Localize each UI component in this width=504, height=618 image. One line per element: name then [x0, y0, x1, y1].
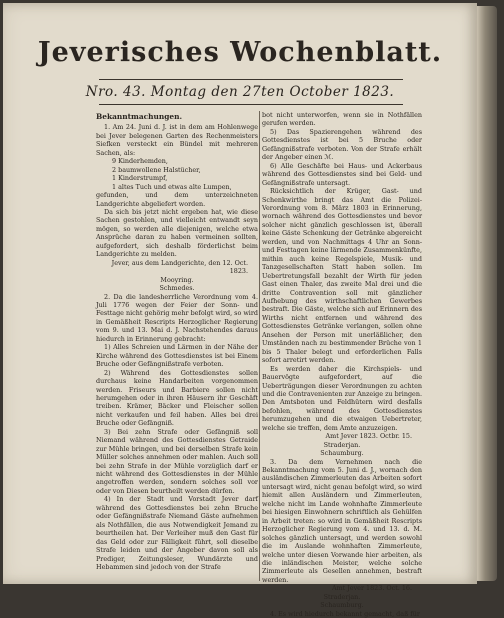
section-title: Bekanntmachungen.	[96, 112, 183, 121]
signature-line: Amt Jever 1823. Octbr. 15.	[325, 432, 412, 441]
right-column	[262, 111, 422, 618]
official-name: Schaumburg.	[320, 449, 364, 458]
official-name: Straderjan.	[323, 440, 361, 449]
paragraph: 6) Alle Geschäfte bei Haus- und Ackerbaus während des Gottesdienstes sind bei Geld- und Gefängnißstrafe untersagt.	[262, 161, 422, 187]
signature-line: Amt Jever 1823. Oct. 16.	[331, 584, 412, 593]
masthead-title: Jeverisches Wochenblatt.	[37, 37, 443, 68]
page-edge	[477, 6, 497, 581]
paragraph: 1 Kinderstrumpf,	[112, 174, 168, 183]
paragraph: 2) Während des Gottesdienstes sollen durchaus keine Handarbeiten vorgenommen werden. Friseurs und Barbiere sollen nicht herumgehen oder in ihren Häusern ihr Geschäft treiben. Krämer, Bäcker und Fleischer sollen nicht verkaufen und feil haben. Alles bei drei Bruche oder Gefängniß.	[96, 368, 258, 428]
masthead-rule-bottom	[99, 104, 403, 105]
paragraph: Da sich bis jetzt nicht ergeben hat, wie diese Sachen gestohlen, und vielleicht entwandt seyn mögen, so werden alle diejenigen, welche etwa Ansprüche daran zu haben vermeinen sollten, aufgefordert, sich deshalb förderlichst beim Landgerichte zu melden.	[96, 207, 258, 259]
official-name: Mooyring.	[160, 275, 194, 284]
paragraph: Es werden daher die Kirchspiels- und Bauervögte aufgefordert, auf die Ueberträgungen dieser Verordnungen zu achten und die Contravenienten zur Anzeige zu bringen. Den Amtsboten und Feldhütern wird desfalls befohlen, während des Gottesdienstes herumzugehen und die etwaigen Uebertreter, welche sie treffen, dem Amte anzuzeigen.	[262, 364, 422, 432]
paragraph: 2 baumwollene Halstücher,	[112, 165, 201, 174]
left-column	[96, 111, 258, 581]
paragraph: 4. Es wird hiedurch bekannt gemacht, daß für	[270, 609, 420, 618]
paragraph: 1. Am 24. Juni d. J. ist in dem am Hohlenwege bei Jever belegenen Garten des Rechenmeisters Siefken versteckt ein Bündel mit mehreren Sachen, als:	[96, 123, 258, 157]
newspaper-page	[3, 3, 477, 618]
official-name: Schmedes.	[159, 284, 195, 293]
official-name: Schaumburg.	[320, 601, 364, 610]
signature-line: Jever, aus dem Landgerichte, den 12. Oct. 1823.	[111, 258, 248, 276]
official-name: Straderjan.	[323, 592, 361, 601]
paragraph: Rücksichtlich der Krüger, Gast- und Schenkwirthe bringt das Amt die Polizei-Verordnung vom 8. März 1803 in Erinnerung, wornach während des Gottesdienstes und bevor solcher nicht gänzlich geschlossen ist, überall keine Gäste Schenkung der Getränke abgereicht werden, und von Nachmittags 4 Uhr an Sonn- und Festtagen keine lärmende Zusammenkünfte, mithin auch keine Regelspiele, Musik- und Tanzgesellschaften Statt haben sollen. Im Uebertretungsfall bezahlt der Wirth für jeden Gast einen Thaler, das zweite Mal drei und die dritte Contravention soll mit gänzlicher Aufhebung des wirthschaftlichen Gewerbes bestraft. Die Gäste, welche sich auf Erinnern des Wirths nicht entfernen und während des Gottesdienstes Getränke verlangen, sollen ohne Ansehen der Person mit unerläßlicher, den Umständen nach zu bestimmender Brüche von 1 bis 5 Thaler belegt und erforderlichen Falls sofort arretirt werden.	[262, 187, 422, 365]
paragraph: bot nicht unterworfen, wenn sie in Nothfällen gerufen werden.	[262, 111, 422, 128]
paragraph: 5) Das Spazierengehen während des Gottesdienstes ist bei 5 Bruche oder Gefängnißstrafe verboten. Von der Strafe erhält der Angeber einen ℳ.	[262, 127, 422, 162]
paragraph: 3. Da dem Vernehmen nach die Bekanntmachung vom 5. Juni d. J., wornach den ausländischen Zimmerleuten das Arbeiten sofort untersagt wird, nicht genau befolgt wird, so wird hiemit allen Ausländern und Zimmerleuten, welche nicht im Lande wohnhafte Zimmerleute bei hiesigen Einwohnern schriftlich als Gehülfen in Arbeit treten: so wird in Gemäßheit Rescripts Herzoglicher Regierung vom 4. und 13. d. M. solches gänzlich untersagt, und werden sowohl die im Auslande wohnhaften Zimmerleute, welche unter diesen Vorwande hier arbeiten, als die inländischen Meister, welche solche Zimmerleute als Gesellen annehmen, bestraft werden.	[262, 457, 422, 584]
paragraph: 4) In der Stadt und Vorstadt Jever darf während des Gottesdienstes bei zehn Bruche oder Gefängnißstrafe Niemand Gäste aufnehmen als Nothfällen, die aus Notwendigkeit Jemand zu beurtheilen hat. Der Verleiher muß den Gast für das Geld oder zur Fälligkeit führt, soll dieselbe Strafe leiden und der Angeber davon soll als Prediger, Zeitungsleser, Wundärzte und Hebammen sind jedoch von der Strafe	[96, 495, 258, 572]
paragraph: 1 altes Tuch und etwas alte Lumpen,	[112, 182, 232, 191]
issue-line: Nro. 43. Montag den 27ten October 1823.	[85, 84, 395, 100]
paragraph: gefunden, und dem unterzeichneten Landgerichte abgeliefert worden.	[96, 191, 258, 208]
paragraph: 3) Bei zehn Strafe oder Gefängniß soll Niemand während des Gottesdienstes Getraide zur Mühle bringen, und bei derselben Strafe kein Müller solches annehmen oder mahlen. Auch soll bei zehn Strafe in der Mühle vorzüglich darf er nicht während des Gottesdienstes in der Mühle angetroffen werden, sondern solches soll vor oder von Diesen beurtheilt werden dürfen.	[96, 427, 258, 495]
column-divider	[259, 111, 260, 581]
paragraph: 9 Kinderhemden,	[112, 157, 168, 166]
paragraph: 1) Alles Schreien und Lärmen in der Nähe der Kirche während des Gottesdienstes ist bei Einem Bruche oder Gefängnißstrafe verboten.	[96, 343, 258, 369]
masthead-rule-top	[99, 79, 403, 80]
paragraph: 2. Da die landesherrliche Verordnung vom 4. Juli 1776 wegen der Feier der Sonn- und Festtage nicht gehörig mehr befolgt wird, so wird in Gemäßheit Rescripts Herzoglicher Regierung vom 9. und 13. Mai d. J. Nachstehendes daraus hiedurch in Erinnerung gebracht:	[96, 292, 258, 343]
